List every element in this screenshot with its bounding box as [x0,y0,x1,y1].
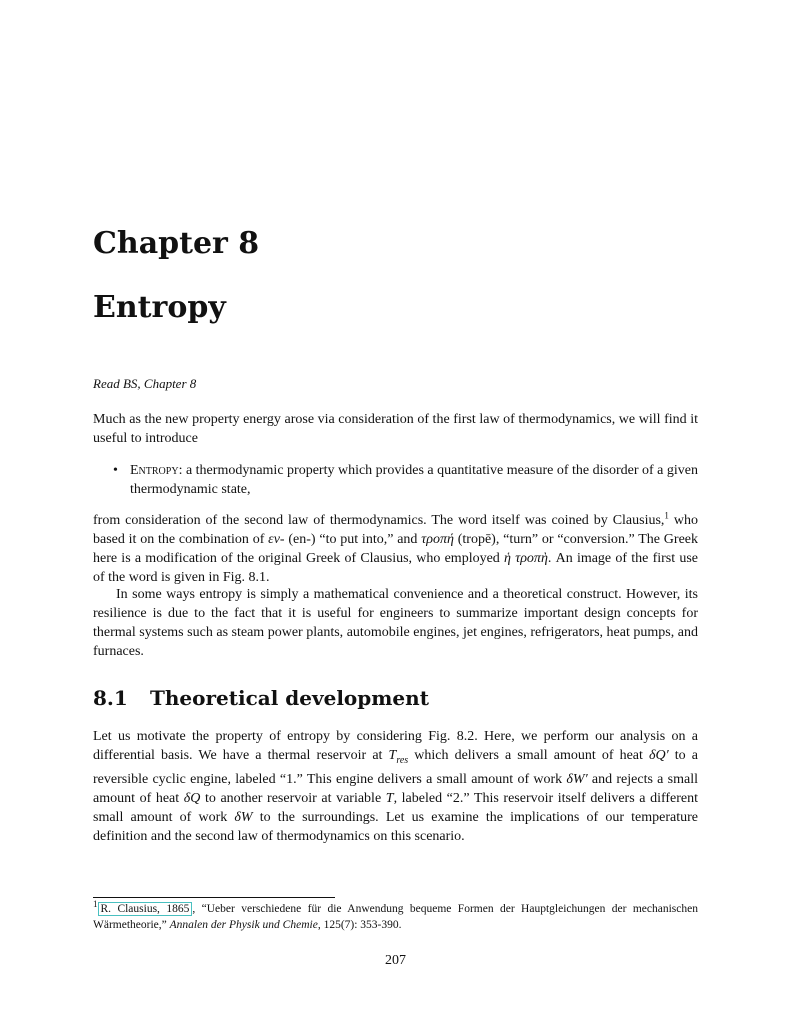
dw-symbol: δW [234,809,253,825]
text-span: from consideration of the second law of thermodynamics. The word itself was coined by Clausius, [93,513,665,528]
chapter-label: Chapter 8 [93,226,260,261]
text-span: (tropē), “turn” or “conversion.” The Greek here is a modification of the original Greek of Clausius, who employed [93,532,698,566]
reading-note: Read BS, Chapter 8 [93,376,197,391]
section-title: Theoretical development [150,686,429,710]
dq-prime-symbol: δQ′ [649,748,669,763]
t-res-subscript: res [396,754,409,766]
section-heading [93,686,429,710]
chapter-title: Entropy [93,290,226,325]
utility-paragraph: In some ways entropy is simply a mathematical convenience and a theoretical construct. However, its resilience is due to the fact that it is useful for engineers to summarize important design concepts for thermal systems such as steam power plants, automobile engines, jet engines, refrigerators, heat pumps, and furnaces. [93,587,698,659]
greek-original: ἡ τροπὴ [504,551,548,566]
text-span: - (en-) “to put into,” and [279,532,422,547]
t-res-symbol: T [388,748,397,763]
footnote-divider [93,897,335,898]
journal-name: Annalen der Physik und Chemie [169,919,318,931]
page-number: 207 [385,953,406,968]
text-span: which delivers a small amount of heat [408,748,649,763]
section-number: 8.1 [93,686,128,710]
footnote-mark: 1 [93,899,98,910]
text-span: and rejects a small amount of heat [93,771,698,806]
text-span: to the surroundings. Let us examine the implications of our temperature definition and the second law of thermodynamics on this scenario. [93,809,698,844]
greek-trope: τροπή [421,532,454,547]
greek-en: εν [268,532,280,547]
development-paragraph [93,727,698,846]
entropy-term: Entropy [130,463,179,478]
text-span: , labeled “2.” This reservoir itself delivers a different small amount of work [93,790,699,825]
dq-symbol: δQ [183,790,201,806]
text-span: . An image of the first use of the word is given in Fig. 8.1. [93,551,698,585]
intro-paragraph: Much as the new property energy arose via consideration of the first law of thermodynamics, we will find it useful to introduce [93,412,698,446]
bullet-icon: • [113,463,118,478]
entropy-definition-text: : a thermodynamic property which provides a quantitative measure of the disorder of a given thermodynamic state, [130,463,698,497]
text-span: , 125(7): 353-390. [317,919,402,931]
text-span: who based it on the combination of [93,513,698,547]
footnote-reference[interactable]: 1 [664,510,669,521]
text-span: Let us motivate the property of entropy by considering Fig. 8.2. Here, we perform our analysis on a differential basis. We have a thermal reservoir at [93,729,698,763]
entropy-definition [130,461,698,499]
t-symbol: T [385,790,394,806]
entropy-definition-item [113,461,698,499]
dw-prime-symbol: δW′ [566,771,588,787]
text-span: , “Ueber verschiedene für die Anwendung bequeme Formen der Hauptgleichungen der mechanischen Wärmetheorie,” [93,903,698,931]
text-span: to another reservoir at variable [200,790,386,806]
footnote [93,901,698,933]
citation-link[interactable]: R. Clausius, 1865 [98,902,193,916]
etymology-paragraph [93,511,698,587]
text-span: to a reversible cyclic engine, labeled “1.” This engine delivers a small amount of work [93,748,698,787]
